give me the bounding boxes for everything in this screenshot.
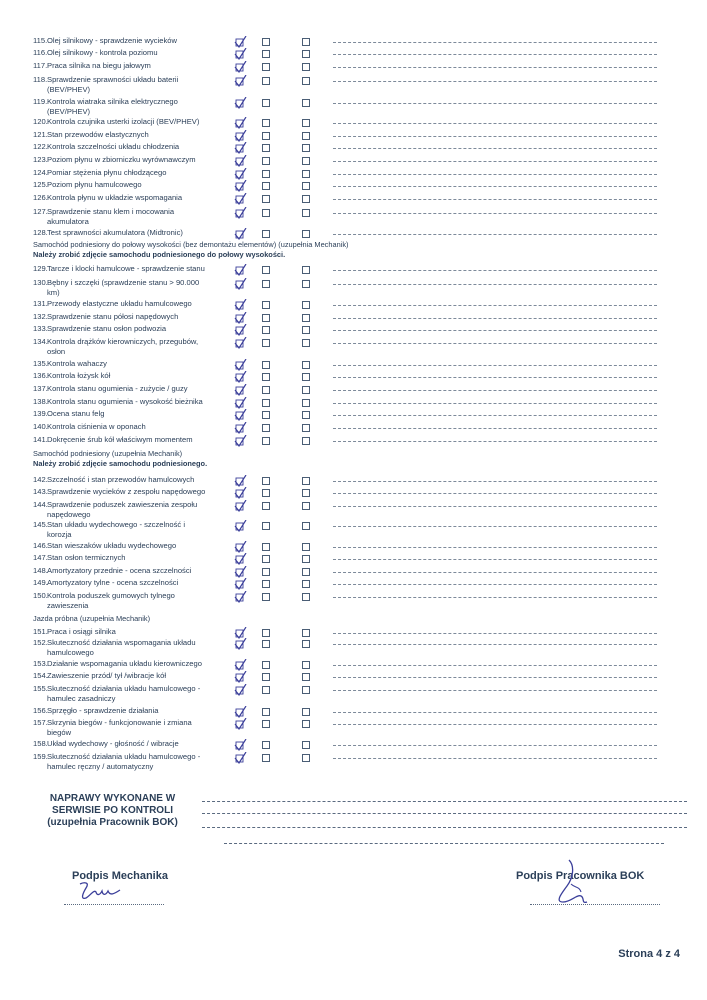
item-number: 115. bbox=[33, 36, 48, 45]
item-label: Poziom płynu w zbiorniczku wyrównawczym bbox=[47, 155, 196, 164]
item-number: 150. bbox=[33, 591, 48, 600]
checkbox[interactable] bbox=[262, 580, 270, 588]
item-label: Skuteczność działania wspomagania układu hamulcowego bbox=[47, 638, 196, 657]
bok-signature-label: Podpis Pracownika BOK bbox=[516, 870, 645, 882]
remarks-line bbox=[333, 305, 657, 306]
item-label: Stan układu wydechowego - szczelność i korozja bbox=[47, 520, 186, 539]
item-number: 139. bbox=[33, 409, 48, 418]
remarks-line bbox=[333, 712, 657, 713]
remarks-line bbox=[333, 559, 657, 560]
item-number: 157. bbox=[33, 718, 48, 727]
checkbox[interactable] bbox=[302, 708, 310, 716]
handwritten-check-icon bbox=[233, 130, 247, 142]
item-label: Sprawdzenie wycieków z zespołu napędowego bbox=[47, 487, 206, 496]
item-label: Skuteczność działania układu hamulcowego - hamulec zasadniczy bbox=[47, 684, 201, 703]
remarks-line bbox=[333, 148, 657, 149]
handwritten-check-icon bbox=[233, 142, 247, 154]
checkbox[interactable] bbox=[262, 314, 270, 322]
checkbox[interactable] bbox=[262, 489, 270, 497]
handwritten-check-icon bbox=[233, 541, 247, 553]
remarks-line bbox=[333, 690, 657, 691]
item-label: Kontrola wahaczy bbox=[47, 359, 107, 368]
checkbox[interactable] bbox=[302, 477, 310, 485]
remarks-line bbox=[333, 161, 657, 162]
checkbox[interactable] bbox=[262, 38, 270, 46]
item-number: 143. bbox=[33, 487, 48, 496]
remarks-line bbox=[333, 186, 657, 187]
remarks-line bbox=[333, 441, 657, 442]
checkbox[interactable] bbox=[262, 686, 270, 694]
checkbox[interactable] bbox=[262, 437, 270, 445]
checkbox[interactable] bbox=[302, 411, 310, 419]
checkbox[interactable] bbox=[302, 568, 310, 576]
item-label: Sprzęgło - sprawdzenie działania bbox=[47, 706, 159, 715]
checkbox[interactable] bbox=[302, 266, 310, 274]
checkbox[interactable] bbox=[302, 522, 310, 530]
section-half-lift bbox=[33, 240, 349, 260]
item-number: 154. bbox=[33, 671, 48, 680]
checkbox[interactable] bbox=[302, 50, 310, 58]
item-label: Kontrola wiatraka silnika elektrycznego (BEV/PHEV) bbox=[47, 97, 178, 116]
repairs-line bbox=[202, 813, 687, 814]
handwritten-check-icon bbox=[233, 155, 247, 167]
remarks-line bbox=[333, 377, 657, 378]
checkbox[interactable] bbox=[302, 555, 310, 563]
handwritten-check-icon bbox=[233, 36, 247, 48]
item-number: 132. bbox=[33, 312, 48, 321]
checkbox[interactable] bbox=[262, 477, 270, 485]
handwritten-check-icon bbox=[233, 180, 247, 192]
checkbox[interactable] bbox=[302, 77, 310, 85]
item-label: Dokręcenie śrub kół właściwym momentem bbox=[47, 435, 193, 444]
checkbox[interactable] bbox=[302, 326, 310, 334]
checkbox[interactable] bbox=[302, 373, 310, 381]
remarks-line bbox=[333, 213, 657, 214]
checkbox[interactable] bbox=[302, 157, 310, 165]
item-number: 149. bbox=[33, 578, 48, 587]
checkbox[interactable] bbox=[262, 502, 270, 510]
section-full-lift bbox=[33, 449, 207, 469]
item-number: 145. bbox=[33, 520, 48, 529]
checkbox[interactable] bbox=[262, 424, 270, 432]
handwritten-check-icon bbox=[233, 359, 247, 371]
checkbox[interactable] bbox=[262, 63, 270, 71]
item-label: Pomiar stężenia płynu chłodzącego bbox=[47, 168, 167, 177]
item-label: Praca silnika na biegu jałowym bbox=[47, 61, 151, 70]
handwritten-check-icon bbox=[233, 566, 247, 578]
item-number: 151. bbox=[33, 627, 48, 636]
handwritten-check-icon bbox=[233, 337, 247, 349]
checkbox[interactable] bbox=[302, 720, 310, 728]
checkbox[interactable] bbox=[302, 386, 310, 394]
remarks-line bbox=[333, 724, 657, 725]
checkbox[interactable] bbox=[262, 373, 270, 381]
item-number: 137. bbox=[33, 384, 48, 393]
item-label: Przewody elastyczne układu hamulcowego bbox=[47, 299, 192, 308]
checkbox[interactable] bbox=[262, 720, 270, 728]
item-number: 141. bbox=[33, 435, 48, 444]
handwritten-check-icon bbox=[233, 299, 247, 311]
checkbox[interactable] bbox=[302, 593, 310, 601]
checkbox[interactable] bbox=[262, 522, 270, 530]
item-number: 136. bbox=[33, 371, 48, 380]
page-number: Strona 4 z 4 bbox=[618, 948, 680, 960]
remarks-line bbox=[333, 547, 657, 548]
checkbox[interactable] bbox=[302, 673, 310, 681]
checkbox[interactable] bbox=[302, 686, 310, 694]
item-number: 129. bbox=[33, 264, 48, 273]
remarks-line bbox=[333, 415, 657, 416]
remarks-line bbox=[333, 526, 657, 527]
repairs-line bbox=[224, 843, 664, 844]
checkbox[interactable] bbox=[302, 502, 310, 510]
checkbox[interactable] bbox=[302, 754, 310, 762]
checkbox[interactable] bbox=[302, 195, 310, 203]
item-number: 135. bbox=[33, 359, 48, 368]
item-label: Skrzynia biegów - funkcjonowanie i zmiana biegów bbox=[47, 718, 192, 737]
checkbox[interactable] bbox=[302, 629, 310, 637]
item-label: Sprawdzenie stanu osłon podwozia bbox=[47, 324, 167, 333]
handwritten-check-icon bbox=[233, 312, 247, 324]
checkbox[interactable] bbox=[302, 741, 310, 749]
checkbox[interactable] bbox=[262, 543, 270, 551]
handwritten-check-icon bbox=[233, 397, 247, 409]
checkbox[interactable] bbox=[302, 99, 310, 107]
checkbox[interactable] bbox=[302, 144, 310, 152]
checkbox[interactable] bbox=[262, 280, 270, 288]
item-label: Bębny i szczęki (sprawdzenie stanu > 90.000 km) bbox=[47, 278, 200, 297]
item-number: 131. bbox=[33, 299, 48, 308]
checkbox[interactable] bbox=[262, 708, 270, 716]
checkbox[interactable] bbox=[302, 361, 310, 369]
handwritten-check-icon bbox=[233, 168, 247, 180]
remarks-line bbox=[333, 284, 657, 285]
checkbox[interactable] bbox=[262, 77, 270, 85]
remarks-line bbox=[333, 745, 657, 746]
handwritten-check-icon bbox=[233, 500, 247, 512]
item-label: Sprawdzenie sprawności układu baterii (BEV/PHEV) bbox=[47, 75, 179, 94]
item-label: Szczelność i stan przewodów hamulcowych bbox=[47, 475, 195, 484]
checkbox[interactable] bbox=[262, 157, 270, 165]
remarks-line bbox=[333, 633, 657, 634]
handwritten-check-icon bbox=[233, 97, 247, 109]
remarks-line bbox=[333, 136, 657, 137]
remarks-line bbox=[333, 665, 657, 666]
remarks-line bbox=[333, 330, 657, 331]
handwritten-check-icon bbox=[233, 671, 247, 683]
handwritten-check-icon bbox=[233, 718, 247, 730]
item-number: 130. bbox=[33, 278, 48, 287]
checkbox[interactable] bbox=[302, 640, 310, 648]
handwritten-check-icon bbox=[233, 371, 247, 383]
handwritten-check-icon bbox=[233, 487, 247, 499]
item-number: 142. bbox=[33, 475, 48, 484]
remarks-line bbox=[333, 123, 657, 124]
checkbox[interactable] bbox=[302, 580, 310, 588]
item-label: Skuteczność działania układu hamulcowego - hamulec ręczny / automatyczny bbox=[47, 752, 201, 771]
item-label: Ocena stanu felg bbox=[47, 409, 105, 418]
item-number: 122. bbox=[33, 142, 48, 151]
checkbox[interactable] bbox=[262, 209, 270, 217]
item-number: 124. bbox=[33, 168, 48, 177]
mechanic-signature-line bbox=[64, 904, 164, 905]
handwritten-check-icon bbox=[233, 61, 247, 73]
checkbox[interactable] bbox=[302, 38, 310, 46]
item-label: Układ wydechowy - głośność / wibracje bbox=[47, 739, 179, 748]
handwritten-check-icon bbox=[233, 384, 247, 396]
item-number: 158. bbox=[33, 739, 48, 748]
handwritten-check-icon bbox=[233, 553, 247, 565]
checkbox[interactable] bbox=[262, 230, 270, 238]
item-label: Kontrola łożysk kół bbox=[47, 371, 111, 380]
repairs-line bbox=[202, 801, 687, 802]
handwritten-check-icon bbox=[233, 228, 247, 240]
remarks-line bbox=[333, 390, 657, 391]
remarks-line bbox=[333, 318, 657, 319]
checkbox[interactable] bbox=[262, 629, 270, 637]
remarks-line bbox=[333, 481, 657, 482]
checkbox[interactable] bbox=[262, 301, 270, 309]
remarks-line bbox=[333, 597, 657, 598]
item-number: 123. bbox=[33, 155, 48, 164]
handwritten-check-icon bbox=[233, 578, 247, 590]
checkbox[interactable] bbox=[302, 489, 310, 497]
handwritten-check-icon bbox=[233, 684, 247, 696]
handwritten-check-icon bbox=[233, 117, 247, 129]
item-label: Olej silnikowy - sprawdzenie wycieków bbox=[47, 36, 177, 45]
item-label: Zawieszenie przód/ tył /wibracje kół bbox=[47, 671, 167, 680]
item-label: Kontrola czujnika usterki izolacji (BEV/PHEV) bbox=[47, 117, 200, 126]
handwritten-check-icon bbox=[233, 264, 247, 276]
handwritten-check-icon bbox=[233, 591, 247, 603]
item-number: 153. bbox=[33, 659, 48, 668]
checkbox[interactable] bbox=[262, 50, 270, 58]
remarks-line bbox=[333, 428, 657, 429]
item-label: Praca i osiągi silnika bbox=[47, 627, 116, 636]
handwritten-check-icon bbox=[233, 520, 247, 532]
checkbox[interactable] bbox=[262, 326, 270, 334]
checkbox[interactable] bbox=[262, 386, 270, 394]
item-label: Kontrola ciśnienia w oponach bbox=[47, 422, 146, 431]
remarks-line bbox=[333, 174, 657, 175]
checkbox[interactable] bbox=[262, 266, 270, 274]
section-title: Samochód podniesiony do połowy wysokości (bez demontażu elementów) (uzupełnia Mechanik) bbox=[33, 240, 349, 249]
checkbox[interactable] bbox=[262, 399, 270, 407]
item-label: Stan przewodów elastycznych bbox=[47, 130, 149, 139]
item-label: Test sprawności akumulatora (Midtronic) bbox=[47, 228, 183, 237]
checkbox[interactable] bbox=[262, 144, 270, 152]
section-note: Należy zrobić zdjęcie samochodu podniesionego do połowy wysokości. bbox=[33, 250, 286, 259]
item-label: Sprawdzenie stanu klem i mocowania akumulatora bbox=[47, 207, 175, 226]
checkbox[interactable] bbox=[262, 555, 270, 563]
item-label: Sprawdzenie stanu półosi napędowych bbox=[47, 312, 179, 321]
checkbox[interactable] bbox=[302, 132, 310, 140]
item-number: 118. bbox=[33, 75, 48, 84]
handwritten-check-icon bbox=[233, 75, 247, 87]
item-number: 156. bbox=[33, 706, 48, 715]
checkbox[interactable] bbox=[262, 99, 270, 107]
item-number: 147. bbox=[33, 553, 48, 562]
item-number: 155. bbox=[33, 684, 48, 693]
handwritten-check-icon bbox=[233, 48, 247, 60]
item-number: 152. bbox=[33, 638, 48, 647]
item-label: Amortyzatory przednie - ocena szczelności bbox=[47, 566, 192, 575]
checkbox[interactable] bbox=[302, 543, 310, 551]
checkbox[interactable] bbox=[262, 361, 270, 369]
item-number: 159. bbox=[33, 752, 48, 761]
remarks-line bbox=[333, 270, 657, 271]
remarks-line bbox=[333, 677, 657, 678]
section-test-drive bbox=[33, 614, 150, 624]
checkbox[interactable] bbox=[302, 119, 310, 127]
remarks-line bbox=[333, 493, 657, 494]
checkbox[interactable] bbox=[302, 314, 310, 322]
item-label: Kontrola poduszek gumowych tylnego zawieszenia bbox=[47, 591, 175, 610]
checkbox[interactable] bbox=[302, 170, 310, 178]
handwritten-check-icon bbox=[233, 475, 247, 487]
checkbox[interactable] bbox=[262, 673, 270, 681]
item-number: 126. bbox=[33, 193, 48, 202]
checkbox[interactable] bbox=[262, 170, 270, 178]
item-number: 138. bbox=[33, 397, 48, 406]
remarks-line bbox=[333, 584, 657, 585]
item-label: Kontrola drążków kierowniczych, przegubów, osłon bbox=[47, 337, 199, 356]
mechanic-signature-label: Podpis Mechanika bbox=[72, 870, 168, 882]
bok-signature-line bbox=[530, 904, 660, 905]
handwritten-check-icon bbox=[233, 706, 247, 718]
section-note: Należy zrobić zdjęcie samochodu podniesionego. bbox=[33, 459, 208, 468]
item-label: Poziom płynu hamulcowego bbox=[47, 180, 142, 189]
checkbox[interactable] bbox=[262, 640, 270, 648]
remarks-line bbox=[333, 67, 657, 68]
checkbox[interactable] bbox=[262, 568, 270, 576]
item-number: 117. bbox=[33, 61, 48, 70]
item-number: 133. bbox=[33, 324, 48, 333]
remarks-line bbox=[333, 81, 657, 82]
remarks-line bbox=[333, 42, 657, 43]
item-label: Działanie wspomagania układu kierowniczego bbox=[47, 659, 202, 668]
checkbox[interactable] bbox=[302, 661, 310, 669]
checkbox[interactable] bbox=[262, 182, 270, 190]
item-number: 144. bbox=[33, 500, 48, 509]
handwritten-check-icon bbox=[233, 638, 247, 650]
item-number: 121. bbox=[33, 130, 48, 139]
item-number: 148. bbox=[33, 566, 48, 575]
item-label: Olej silnikowy - kontrola poziomu bbox=[47, 48, 158, 57]
item-number: 128. bbox=[33, 228, 48, 237]
item-number: 120. bbox=[33, 117, 48, 126]
item-number: 146. bbox=[33, 541, 48, 550]
checkbox[interactable] bbox=[262, 661, 270, 669]
item-number: 119. bbox=[33, 97, 48, 106]
handwritten-check-icon bbox=[233, 739, 247, 751]
repairs-line bbox=[202, 827, 687, 828]
item-number: 140. bbox=[33, 422, 48, 431]
handwritten-check-icon bbox=[233, 324, 247, 336]
remarks-line bbox=[333, 365, 657, 366]
item-label: Kontrola stanu ogumienia - wysokość bieżnika bbox=[47, 397, 203, 406]
item-label: Stan osłon termicznych bbox=[47, 553, 126, 562]
checkbox[interactable] bbox=[262, 339, 270, 347]
remarks-line bbox=[333, 403, 657, 404]
remarks-line bbox=[333, 572, 657, 573]
section-title: Jazda próbna (uzupełnia Mechanik) bbox=[33, 614, 151, 623]
remarks-line bbox=[333, 343, 657, 344]
handwritten-check-icon bbox=[233, 193, 247, 205]
checkbox[interactable] bbox=[302, 209, 310, 217]
item-label: Kontrola płynu w układzie wspomagania bbox=[47, 193, 183, 202]
checkbox[interactable] bbox=[262, 132, 270, 140]
item-number: 127. bbox=[33, 207, 48, 216]
item-label: Kontrola stanu ogumienia - zużycie / guzy bbox=[47, 384, 188, 393]
remarks-line bbox=[333, 54, 657, 55]
handwritten-check-icon bbox=[233, 435, 247, 447]
remarks-line bbox=[333, 199, 657, 200]
checkbox[interactable] bbox=[302, 339, 310, 347]
checkbox[interactable] bbox=[302, 399, 310, 407]
checkbox[interactable] bbox=[302, 230, 310, 238]
item-number: 134. bbox=[33, 337, 48, 346]
checkbox[interactable] bbox=[262, 119, 270, 127]
item-label: Kontrola szczelności układu chłodzenia bbox=[47, 142, 180, 151]
checkbox[interactable] bbox=[302, 280, 310, 288]
item-number: 125. bbox=[33, 180, 48, 189]
checkbox[interactable] bbox=[302, 182, 310, 190]
checkbox[interactable] bbox=[262, 593, 270, 601]
handwritten-check-icon bbox=[233, 659, 247, 671]
checkbox[interactable] bbox=[302, 437, 310, 445]
handwritten-check-icon bbox=[233, 422, 247, 434]
remarks-line bbox=[333, 758, 657, 759]
checkbox[interactable] bbox=[262, 195, 270, 203]
section-title: Samochód podniesiony (uzupełnia Mechanik) bbox=[33, 449, 183, 458]
handwritten-check-icon bbox=[233, 409, 247, 421]
item-label: Stan wieszaków układu wydechowego bbox=[47, 541, 177, 550]
remarks-line bbox=[333, 506, 657, 507]
checkbox[interactable] bbox=[262, 754, 270, 762]
remarks-line bbox=[333, 234, 657, 235]
repairs-title: NAPRAWY WYKONANE W SERWISIE PO KONTROLI (uzupełnia Pracownik BOK) bbox=[47, 793, 178, 828]
handwritten-check-icon bbox=[233, 278, 247, 290]
checkbox[interactable] bbox=[262, 411, 270, 419]
item-label: Sprawdzenie poduszek zawieszenia zespołu napędowego bbox=[47, 500, 198, 519]
checkbox[interactable] bbox=[302, 63, 310, 71]
checkbox[interactable] bbox=[302, 424, 310, 432]
item-label: Tarcze i klocki hamulcowe - sprawdzenie stanu bbox=[47, 264, 205, 273]
handwritten-check-icon bbox=[233, 207, 247, 219]
remarks-line bbox=[333, 644, 657, 645]
handwritten-check-icon bbox=[233, 752, 247, 764]
item-label: Amortyzatory tylne - ocena szczelności bbox=[47, 578, 179, 587]
item-number: 116. bbox=[33, 48, 48, 57]
checkbox[interactable] bbox=[302, 301, 310, 309]
checkbox[interactable] bbox=[262, 741, 270, 749]
remarks-line bbox=[333, 103, 657, 104]
